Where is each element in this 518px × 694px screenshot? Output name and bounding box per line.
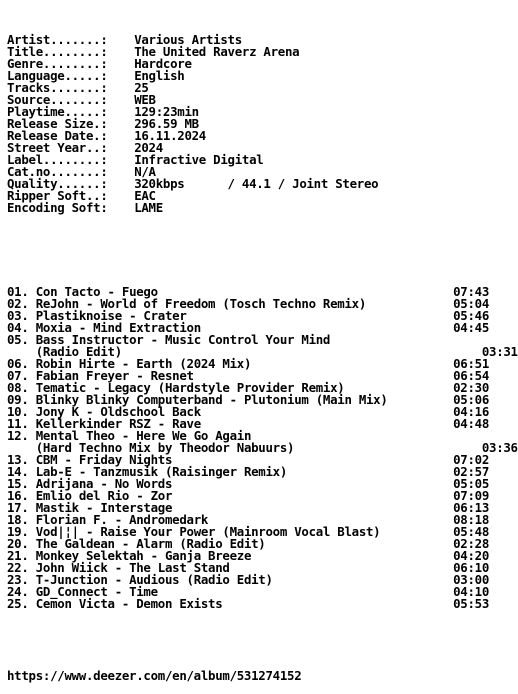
- track-number: 21.: [7, 548, 29, 563]
- track-duration: 04:48: [453, 416, 489, 431]
- release-url: https://www.deezer.com/en/album/531274152: [7, 668, 302, 683]
- track-duration: 06:10: [453, 560, 489, 575]
- meta-key: Release Date.:: [7, 128, 108, 143]
- track-title: Vod|¦| - Raise Your Power (Mainroom Vocal Blast): [35, 524, 381, 539]
- track-title: Emlio del Rio - Zor: [35, 488, 173, 503]
- track-title: Moxia - Mind Extraction: [35, 320, 201, 335]
- track-title: Mental Theo - Here We Go Again: [35, 428, 252, 443]
- track-number: 03.: [7, 308, 29, 323]
- track-row: [7, 598, 518, 610]
- track-title: Lab-E - Tanzmusik (Raisinger Remix): [35, 464, 288, 479]
- meta-key: Source.......:: [7, 92, 108, 107]
- meta-value: 296.59 MB: [134, 116, 199, 131]
- meta-key: Label........:: [7, 152, 108, 167]
- track-duration: 02:30: [453, 380, 489, 395]
- track-title-continued: (Radio Edit): [35, 344, 122, 359]
- track-title: Plastiknoise - Crater: [35, 308, 187, 323]
- track-number: 25.: [7, 596, 29, 611]
- tracklist: [7, 286, 518, 610]
- meta-key: Tracks.......:: [7, 80, 108, 95]
- meta-key: Ripper Soft..:: [7, 188, 108, 203]
- meta-value: The United Raverz Arena: [134, 44, 300, 59]
- track-duration: 03:36: [481, 440, 518, 455]
- track-duration: 07:43: [453, 284, 489, 299]
- track-title: Blinky Blinky Computerband - Plutonium (Main Mix): [35, 392, 388, 407]
- track-duration: 07:09: [453, 488, 489, 503]
- track-duration: 06:51: [453, 356, 489, 371]
- track-number: 16.: [7, 488, 29, 503]
- meta-value: 25: [134, 80, 149, 95]
- track-duration: 05:06: [453, 392, 489, 407]
- meta-key: Release Size.:: [7, 116, 108, 131]
- track-number: 09.: [7, 392, 29, 407]
- track-number: 19.: [7, 524, 29, 539]
- track-duration: 04:45: [453, 320, 489, 335]
- track-title: John Wiick - The Last Stand: [35, 560, 230, 575]
- track-title: Con Tacto - Fuego: [35, 284, 158, 299]
- track-number: 18.: [7, 512, 29, 527]
- track-title: T-Junction - Audious (Radio Edit): [35, 572, 273, 587]
- meta-value: N/A: [134, 164, 156, 179]
- spacer: [7, 634, 518, 646]
- meta-key: Playtime.....:: [7, 104, 108, 119]
- track-duration: 08:18: [453, 512, 489, 527]
- track-number: 24.: [7, 584, 29, 599]
- track-number: 11.: [7, 416, 29, 431]
- track-title: Fabian Freyer - Resnet: [35, 368, 194, 383]
- track-duration: 07:02: [453, 452, 489, 467]
- track-number: 20.: [7, 536, 29, 551]
- track-duration: 06:54: [453, 368, 489, 383]
- meta-value: 320kbps / 44.1 / Joint Stereo: [134, 176, 379, 191]
- track-title: Adrijana - No Words: [35, 476, 173, 491]
- release-info-text: [7, 10, 518, 694]
- meta-value: LAME: [134, 200, 163, 215]
- track-duration: 05:04: [453, 296, 489, 311]
- track-title-continued: (Hard Techno Mix by Theodor Nabuurs): [35, 440, 295, 455]
- track-duration: 02:28: [453, 536, 489, 551]
- track-duration: 04:16: [453, 404, 489, 419]
- track-title: Tematic - Legacy (Hardstyle Provider Remix): [35, 380, 345, 395]
- track-duration: 02:57: [453, 464, 489, 479]
- track-duration: 03:31: [481, 344, 518, 359]
- track-title: Cemon Victa - Demon Exists: [35, 596, 223, 611]
- track-number: 05.: [7, 332, 29, 347]
- meta-value: Infractive Digital: [134, 152, 264, 167]
- meta-key: Encoding Soft:: [7, 200, 108, 215]
- track-duration: 05:48: [453, 524, 489, 539]
- track-title: GD_Connect - Time: [35, 584, 158, 599]
- track-number: 23.: [7, 572, 29, 587]
- track-duration: 05:05: [453, 476, 489, 491]
- track-number: 12.: [7, 428, 29, 443]
- meta-value: WEB: [134, 92, 156, 107]
- release-metadata: [7, 34, 518, 214]
- spacer: [7, 238, 518, 262]
- meta-value: 16.11.2024: [134, 128, 206, 143]
- track-title: Mastik - Interstage: [35, 500, 173, 515]
- meta-key: Language.....:: [7, 68, 108, 83]
- track-number: 22.: [7, 560, 29, 575]
- track-duration: 05:46: [453, 308, 489, 323]
- track-number: 06.: [7, 356, 29, 371]
- track-duration: 05:53: [453, 596, 489, 611]
- track-number: 10.: [7, 404, 29, 419]
- track-title: ReJohn - World of Freedom (Tosch Techno Remix): [35, 296, 367, 311]
- meta-value: English: [134, 68, 185, 83]
- meta-value: 129:23min: [134, 104, 199, 119]
- meta-key: Title........:: [7, 44, 108, 59]
- meta-value: Various Artists: [134, 32, 242, 47]
- track-title: CBM - Friday Nights: [35, 452, 173, 467]
- track-duration: 03:00: [453, 572, 489, 587]
- track-line: [7, 598, 447, 610]
- track-title: Jony K - Oldschool Back: [35, 404, 201, 419]
- track-number: 13.: [7, 452, 29, 467]
- meta-key: Cat.no.......:: [7, 164, 108, 179]
- meta-key: Genre........:: [7, 56, 108, 71]
- track-duration: 06:13: [453, 500, 489, 515]
- track-number: 15.: [7, 476, 29, 491]
- meta-key: Street Year..:: [7, 140, 108, 155]
- track-title: Kellerkinder RSZ - Rave: [35, 416, 201, 431]
- track-title: The Galdean - Alarm (Radio Edit): [35, 536, 266, 551]
- track-title: Florian F. - Andromedark: [35, 512, 209, 527]
- meta-value: Hardcore: [134, 56, 192, 71]
- meta-value: 2024: [134, 140, 163, 155]
- track-number: 14.: [7, 464, 29, 479]
- track-number: 08.: [7, 380, 29, 395]
- track-number: 07.: [7, 368, 29, 383]
- track-title: Bass Instructor - Music Control Your Mind: [35, 332, 331, 347]
- track-duration: 04:10: [453, 584, 489, 599]
- track-number: 04.: [7, 320, 29, 335]
- meta-value: EAC: [134, 188, 156, 203]
- track-number: 01.: [7, 284, 29, 299]
- meta-row: [7, 202, 518, 214]
- track-title: Robin Hirte - Earth (2024 Mix): [35, 356, 252, 371]
- track-number: 17.: [7, 500, 29, 515]
- meta-key: Artist.......:: [7, 32, 108, 47]
- track-duration: 04:20: [453, 548, 489, 563]
- track-number: 02.: [7, 296, 29, 311]
- meta-key: Quality......:: [7, 176, 108, 191]
- track-title: Monkey Selektah - Ganja Breeze: [35, 548, 252, 563]
